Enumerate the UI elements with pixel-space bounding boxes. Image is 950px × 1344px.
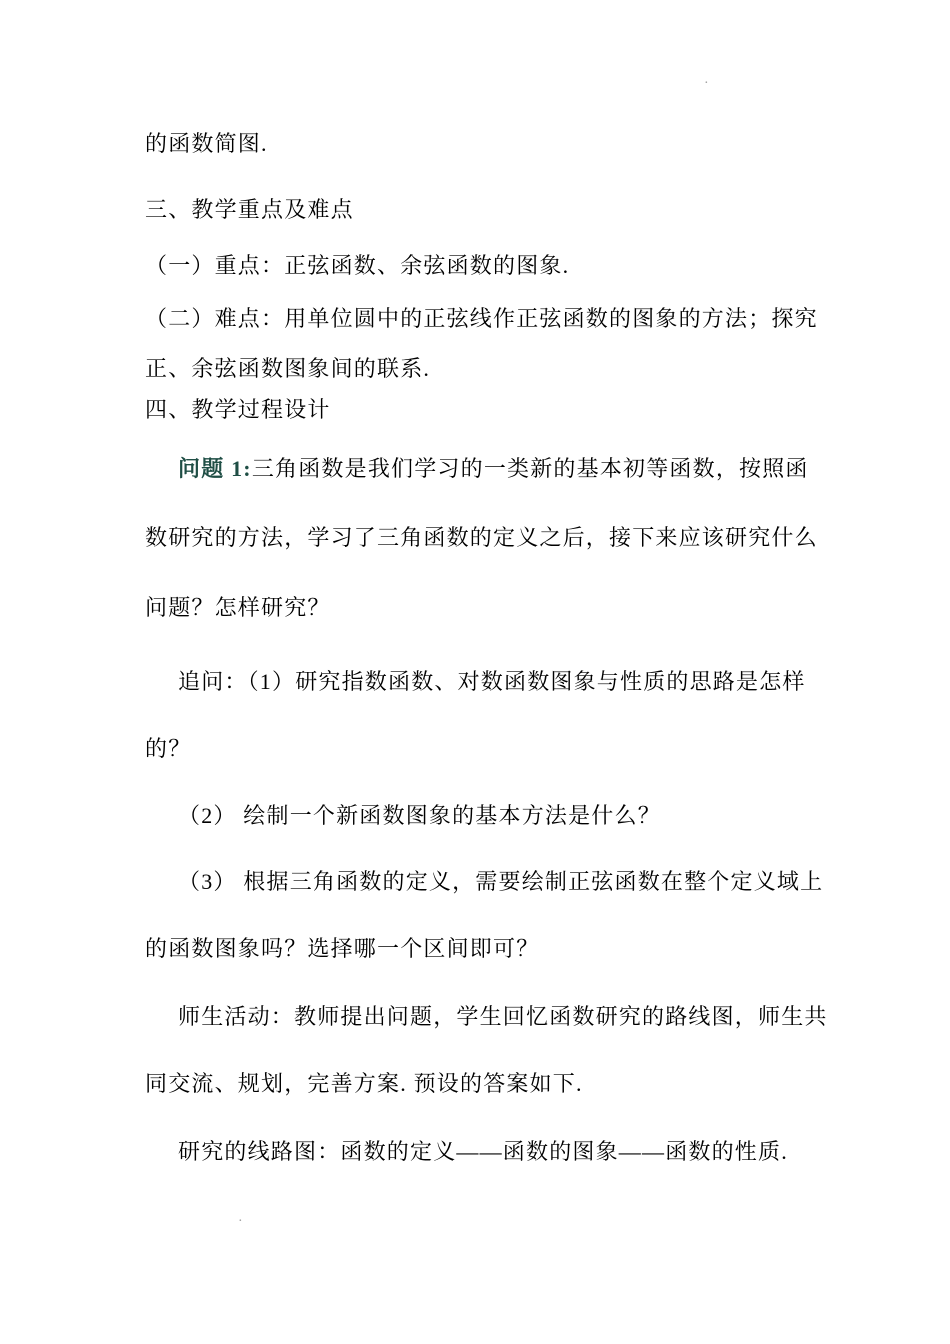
text-line: 追问：（1）研究指数函数、对数函数图象与性质的思路是怎样 bbox=[178, 669, 806, 694]
section-heading-4: 四、教学过程设计 bbox=[145, 397, 331, 422]
text-line: （2） 绘制一个新函数图象的基本方法是什么？ bbox=[178, 803, 661, 828]
stray-dot-top: · bbox=[704, 76, 709, 91]
text-line: （3） 根据三角函数的定义，需要绘制正弦函数在整个定义域上 bbox=[178, 869, 824, 894]
text-line: 正、余弦函数图象间的联系. bbox=[145, 356, 431, 381]
text-line: （二）难点：用单位圆中的正弦线作正弦函数的图象的方法；探究 bbox=[145, 306, 818, 331]
text-line: 研究的线路图：函数的定义——函数的图象——函数的性质. bbox=[178, 1139, 788, 1164]
text-line: 同交流、规划，完善方案. 预设的答案如下. bbox=[145, 1071, 583, 1096]
text-line: 师生活动：教师提出问题，学生回忆函数研究的路线图，师生共 bbox=[178, 1004, 828, 1029]
text-line bbox=[178, 455, 853, 484]
section-heading-3: 三、教学重点及难点 bbox=[145, 197, 354, 222]
text-line: 的？ bbox=[145, 736, 192, 761]
text-line: 问题？怎样研究？ bbox=[145, 595, 331, 620]
text-line: （一）重点：正弦函数、余弦函数的图象. bbox=[145, 253, 570, 278]
text-line: 的函数图象吗？选择哪一个区间即可？ bbox=[145, 936, 540, 961]
question-1-label: 问题 1: bbox=[178, 456, 252, 481]
text-line: 的函数简图. bbox=[145, 131, 268, 156]
question-1-text: 三角函数是我们学习的一类新的基本初等函数，按照函 bbox=[251, 456, 809, 481]
stray-dot-bottom: · bbox=[238, 1214, 243, 1229]
text-line: 数研究的方法，学习了三角函数的定义之后，接下来应该研究什么 bbox=[145, 525, 818, 550]
